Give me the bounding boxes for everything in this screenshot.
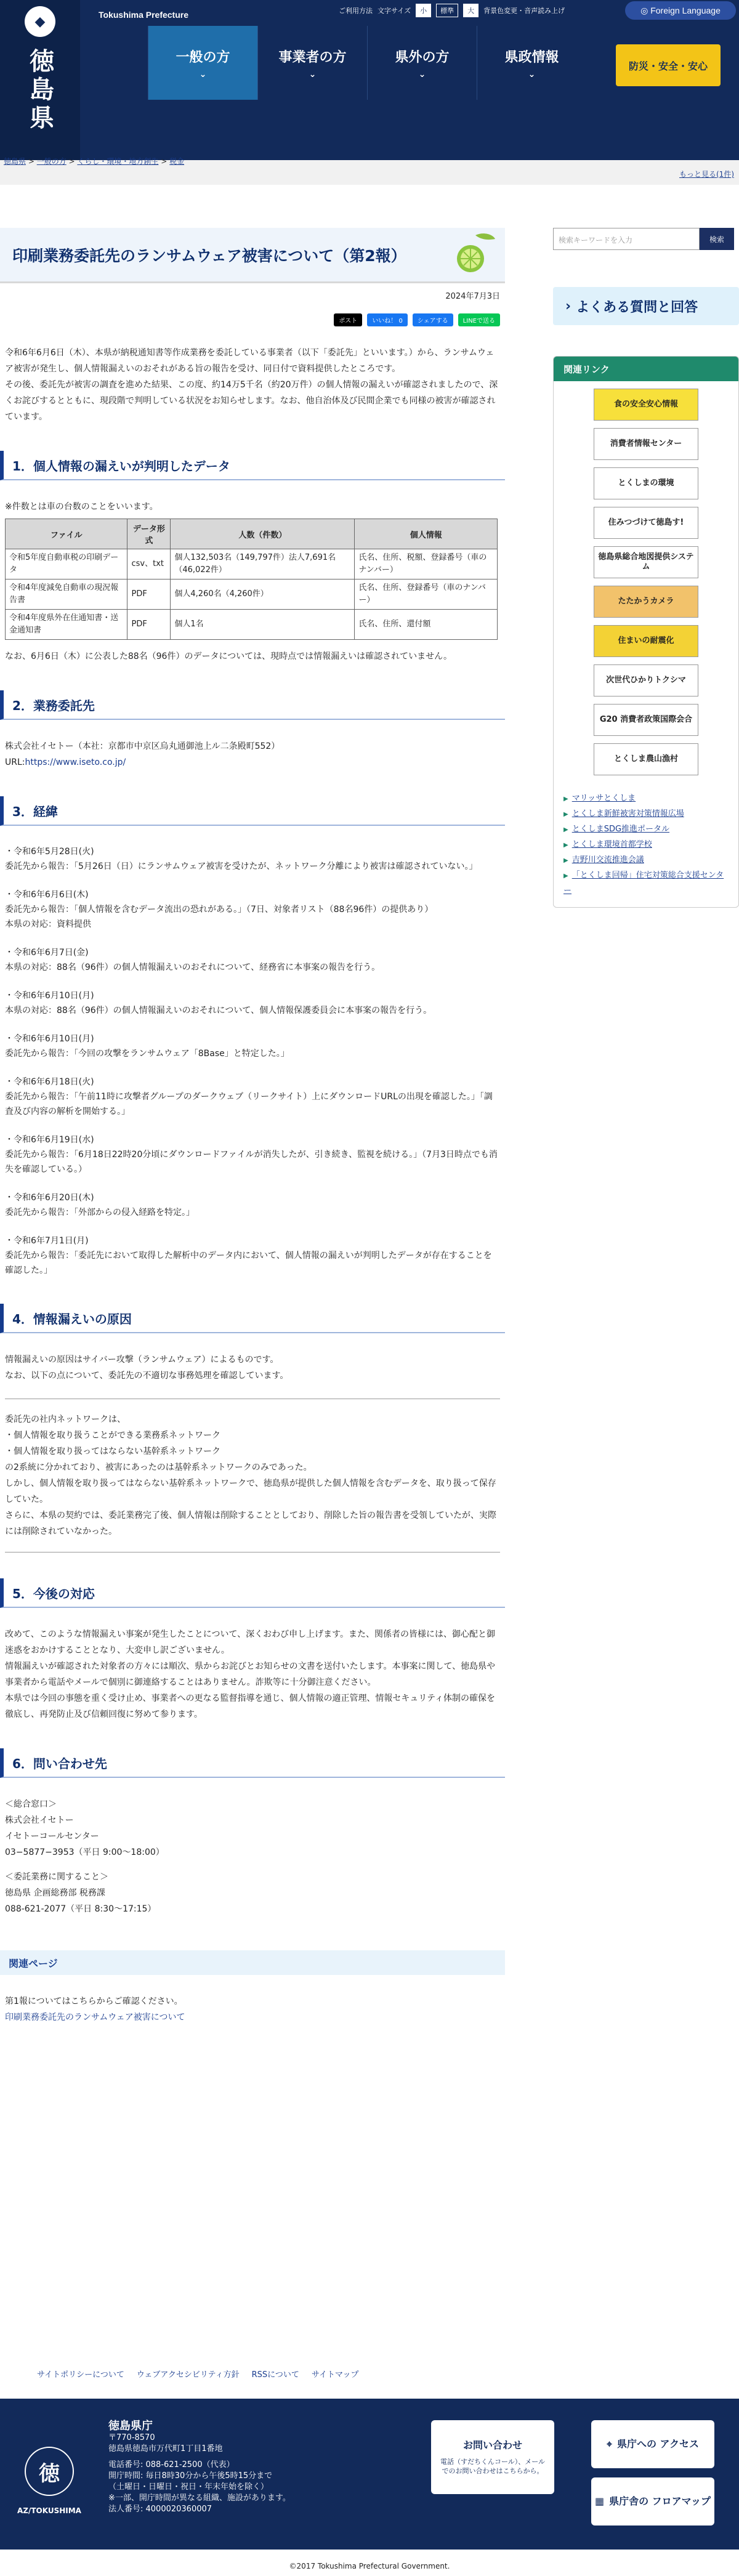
accessibility-link[interactable]: ウェブアクセシビリティ方針	[136, 2370, 240, 2380]
contact-info	[0, 1796, 505, 1917]
section-heading: 1．個人情報の漏えいが判明したデータ	[0, 451, 505, 480]
related-link-item	[563, 868, 729, 898]
footer-info-line: ※一部、開庁時間が異なる組織、施設があります。	[108, 2493, 291, 2503]
contact-line: ＜委託業務に関すること＞	[5, 1872, 108, 1882]
faq-label: よくある質問と回答	[576, 299, 698, 315]
pin-icon: ⌖	[606, 2438, 612, 2450]
intro	[0, 345, 505, 425]
related-link[interactable]: 「とくしま回帰」住宅対策総合支援センター	[563, 871, 724, 895]
footer-address	[108, 2433, 291, 2515]
breadcrumb-item[interactable]: くらし・環境・地方創生	[77, 157, 159, 166]
timeline-line: ・令和6年5月28日(火)	[5, 847, 94, 857]
chevron-down-icon: ⌄	[309, 69, 317, 79]
related-text: 第1報についてはこちらからご確認ください。	[5, 1997, 183, 2006]
logo-text: 徳島県	[25, 48, 55, 133]
response-text	[0, 1626, 505, 1722]
timeline-line: 委託先から報告：「6月18日22時20分頃にダウンロードファイルが消失したが、引き続き、監視を続ける。」（7月3日時点でも消失を確認している。）	[5, 1150, 498, 1174]
site-footer	[0, 2399, 739, 2550]
table-cell: PDF	[127, 579, 171, 610]
contact-box[interactable]	[431, 2420, 554, 2494]
table-cell: 令和4年度県外在住通知書・送金通知書	[6, 610, 127, 640]
banner-link[interactable]: 住まいの耐震化	[594, 625, 698, 657]
timeline-line: 委託先から報告：「外部からの侵入経路を特定。」	[5, 1208, 195, 1217]
chevron-down-icon: ⌄	[199, 69, 207, 79]
sitemap-link[interactable]: サイトマップ	[311, 2370, 359, 2380]
cause-text	[0, 1352, 505, 1552]
related-link[interactable]: とくしま新鮮被害対策情報広場	[571, 809, 684, 818]
search-input[interactable]: 検索キーワードを入力	[553, 228, 700, 250]
cause-line: さらに、本県の契約では、委託業務完了後、個人情報は削除することとしており、削除した旨の報告書を受領していたが、実際には削除されていなかった。	[5, 1511, 496, 1536]
banner-link[interactable]: とくしま農山漁村	[594, 743, 698, 775]
sudachi-icon	[452, 232, 496, 276]
timeline-line: 本県の対応：資料提供	[5, 919, 91, 929]
table-cell: 氏名、住所、登録番号（車のナンバー）	[355, 579, 498, 610]
footer-info-line: 電話番号: 088-621-2500（代表）	[108, 2460, 235, 2469]
facebook-like-button[interactable]: いいね！ 0	[367, 313, 408, 326]
sidebar	[553, 228, 739, 908]
col-header: 人数（件数）	[171, 519, 355, 549]
table-row	[6, 579, 498, 610]
table-cell: 令和4年度減免自動車の現況報告書	[6, 579, 127, 610]
table-header-row	[6, 519, 498, 549]
banner-link[interactable]: とくしまの環境	[594, 467, 698, 499]
table-cell: 氏名、住所、還付額	[355, 610, 498, 640]
table-row	[6, 549, 498, 579]
floor-map-button[interactable]	[591, 2477, 714, 2526]
cause-line: しかし、個人情報を取り扱ってはならない基幹系ネットワークで、徳島県が提供した個人情報を含むデータを、取り扱って保存していた。	[5, 1479, 496, 1504]
chevron-down-icon: ⌄	[528, 69, 536, 79]
timeline	[0, 844, 505, 1278]
guide-link[interactable]: ご利用方法	[339, 7, 373, 15]
share-buttons	[0, 313, 505, 326]
footer-info-line: 徳島県徳島市万代町1丁目1番地	[108, 2444, 223, 2453]
related-link[interactable]: 吉野川交流推進会議	[571, 855, 644, 865]
related-link[interactable]: とくしまSDG推進ポータル	[571, 825, 670, 834]
table-cell: csv、txt	[127, 549, 171, 579]
related-link-item	[563, 853, 729, 868]
col-header: データ形式	[127, 519, 171, 549]
site-header	[0, 0, 739, 160]
footer-logo-label: AZ/TOKUSHIMA	[17, 2506, 81, 2515]
globe-icon: ◎	[640, 5, 651, 15]
timeline-line: ・令和6年6月18日(火)	[5, 1077, 94, 1087]
facebook-share-button[interactable]: シェアする	[413, 313, 453, 326]
response-paragraph: 改めて、このような情報漏えい事案が発生したことについて、深くおわび申し上げます。また、関係者の皆様には、御心配と御迷惑をおかけすることとなり、大変申し訳ございません。	[5, 1629, 496, 1655]
note-text: なお、6月6日（木）に公表した88名（96件）のデータについては、現時点では情報漏えいは確認されていません。	[5, 652, 453, 661]
timeline-event	[5, 945, 500, 975]
contact-line: 株式会社イセトー	[5, 1815, 74, 1825]
page-title: 印刷業務委託先のランサムウェア被害について（第2報）	[12, 246, 406, 265]
nav-general[interactable]	[148, 26, 257, 100]
timeline-line: ・令和6年6月19日(水)	[5, 1135, 94, 1145]
related-pages	[0, 1993, 505, 2025]
table-note	[0, 499, 505, 515]
banner-link[interactable]: 消費者情報センター	[594, 428, 698, 460]
breadcrumb: 徳島県 > 一般の方 > くらし・環境・地方創生 > 税金	[4, 157, 185, 166]
rss-link[interactable]: RSSについて	[251, 2370, 299, 2380]
timeline-line: 委託先から報告：「委託先において取得した解析中のデータ内において、個人情報の漏えいが判明したデータが存在することを確認した。」	[5, 1251, 492, 1275]
related-links-panel	[553, 356, 739, 908]
related-link[interactable]: とくしま環境首都学校	[571, 840, 652, 849]
section-heading: 3．経緯	[0, 796, 505, 826]
timeline-event	[5, 1190, 500, 1220]
footer-info-line: 開庁時間: 毎日8時30分から午後5時15分まで	[108, 2471, 273, 2481]
cause-line: ・個人情報を取り扱うことができる業務系ネットワーク	[5, 1431, 220, 1440]
col-header: ファイル	[6, 519, 127, 549]
banner-link[interactable]: 住みつづけて徳島す!	[594, 507, 698, 539]
breadcrumb-item[interactable]: 徳島県	[4, 157, 26, 166]
footer-info-line: 〒770-8570	[108, 2433, 155, 2442]
timeline-event	[5, 1233, 500, 1278]
cause-line: 委託先の社内ネットワークは、	[5, 1415, 126, 1424]
timeline-line: 委託先から報告：「午前11時に攻撃者グループのダークウェブ（リークサイト）上にダウンロードURLの出現を確認した。」「調査及び内容の解析を開始する。」	[5, 1092, 493, 1116]
line-share-button[interactable]: LINEで送る	[458, 313, 500, 326]
intro-paragraph: その後、委託先が被害の調査を進めた結果、この度、約14万5千名（約20万件）の個人情報の漏えいが確認されましたので、深くお詫びするとともに、現段階で判明している状況をお知らせします。なお、他自治体及び民間企業でも同様の被害が確認されています。	[5, 380, 498, 422]
nav-label: 県外の方	[395, 49, 450, 65]
timeline-line: 委託先から報告：「5月26日（日）にランサムウェア被害を受けたが、ネットワーク分離により被害は確認されていない。」	[5, 862, 478, 871]
foreign-language-button[interactable]	[625, 1, 736, 20]
section-heading: 4．情報漏えいの原因	[0, 1304, 505, 1333]
footer-office-name: 徳島県庁	[108, 2420, 153, 2433]
x-post-button[interactable]: ポスト	[334, 313, 362, 326]
cause-line: の2系統に分かれており、被害にあったのは基幹系ネットワークのみであった。	[5, 1463, 312, 1472]
timeline-event	[5, 1075, 500, 1119]
global-nav	[148, 26, 586, 100]
related-link[interactable]: マリッサとくしま	[571, 794, 636, 803]
contact-note: 電話（すだちくんコール）、メールでのお問い合わせはこちらから。	[440, 2458, 546, 2475]
timeline-line: 委託先から報告：「個人情報を含むデータ流出の恐れがある。」（7日、対象者リスト（88名96件）の提供あり）	[5, 905, 434, 915]
copyright: ©2017 Tokushima Prefectural Government.	[289, 2562, 450, 2570]
logo[interactable]	[0, 0, 80, 160]
related-link[interactable]: 印刷業務委託先のランサムウェア被害について	[5, 2013, 185, 2022]
timeline-event	[5, 1133, 500, 1177]
timeline-line: ・令和6年6月6日(木)	[5, 890, 89, 900]
leak-data-table	[5, 519, 498, 640]
timeline-event	[5, 887, 500, 932]
banner-link[interactable]: 次世代ひかりトクシマ	[594, 664, 698, 696]
related-pages-heading: 関連ページ	[0, 1950, 505, 1975]
timeline-event	[5, 988, 500, 1018]
table-cell: 個人132,503名（149,797件）法人7,691名（46,022件）	[171, 549, 355, 579]
timeline-line: ・令和6年6月20日(木)	[5, 1193, 94, 1203]
timeline-line: ・令和6年6月10日(月)	[5, 1034, 94, 1044]
floor-label: 県庁舎の フロアマップ	[609, 2495, 711, 2507]
chevron-down-icon: ⌄	[418, 69, 426, 79]
table-cell: 個人4,260名（4,260件）	[171, 579, 355, 610]
banner-link[interactable]: たたかうカメラ	[594, 586, 698, 618]
prefecture-emblem-icon: ◆	[25, 6, 55, 37]
search-form	[553, 228, 739, 250]
contractor-info	[0, 738, 505, 770]
footer-info-line: （土曜日・日曜日・祝日・年末年始を除く）	[108, 2482, 269, 2492]
color-change-link[interactable]: 背景色変更・音声読み上げ	[483, 7, 565, 15]
access-button[interactable]	[591, 2420, 714, 2468]
timeline-line: ・令和6年6月7日(金)	[5, 948, 89, 958]
cause-paragraph: なお、以下の点について、委託先の不適切な事務処理を確認しています。	[5, 1371, 289, 1381]
related-link-item	[563, 822, 729, 838]
chevron-right-icon: ›	[565, 298, 571, 314]
search-button[interactable]: 検索	[700, 228, 734, 250]
site-policy-link[interactable]: サイトポリシーについて	[37, 2370, 124, 2380]
main-content	[0, 228, 505, 2025]
related-link-list	[554, 783, 738, 907]
footer-info-line	[108, 2455, 291, 2460]
company-text: 株式会社イセトー（本社：京都市中京区烏丸通御池上ル二条殿町552）	[5, 741, 280, 751]
nav-government[interactable]	[477, 26, 586, 100]
pref-english-name: Tokushima Prefecture	[99, 10, 189, 20]
related-link-item	[563, 791, 729, 807]
table-cell: PDF	[127, 610, 171, 640]
breadcrumb-item[interactable]: 一般の方	[36, 157, 67, 166]
contact-line: 徳島県 企画総務部 税務課	[5, 1888, 105, 1898]
timeline-line: ・令和6年7月1日(月)	[5, 1236, 89, 1246]
footer-links	[37, 2368, 359, 2380]
title-box	[0, 228, 505, 283]
timeline-line: 委託先から報告：「今回の攻撃をランサムウェア「8Base」と特定した。」	[5, 1049, 289, 1059]
table-cell: 氏名、住所、税額、登録番号（車のナンバー）	[355, 549, 498, 579]
response-paragraph: 情報漏えいが確認された対象者の方々には順次、県からお詫びとお知らせの文書を送付いたします。本事案に関して、徳島県や事業者から電話やメールで個別に御連絡することはありません。詐欺等に十分御注意ください。	[5, 1661, 496, 1687]
timeline-line: 本県の対応：88名（96件）の個人情報漏えいのおそれについて、個人情報保護委員会に本事案の報告を行う。	[5, 1006, 432, 1015]
banner-link[interactable]: 徳島県総合地図提供システム	[594, 546, 698, 578]
timeline-event	[5, 1032, 500, 1061]
building-icon: ▦	[594, 2495, 605, 2507]
contact-line: 03−5877−3953（平日 9:00〜18:00）	[5, 1847, 164, 1857]
timeline-line: ・令和6年6月10日(月)	[5, 991, 94, 1001]
nav-outside[interactable]	[367, 26, 477, 100]
more-read-link[interactable]: もっと見る(1件)	[679, 170, 734, 179]
cause-line: ・個人情報を取り扱ってはならない基幹系ネットワーク	[5, 1447, 220, 1456]
safety-button[interactable]: 防災・安全・安心	[616, 44, 721, 86]
banner-list	[554, 389, 738, 775]
table-cell: 個人1名	[171, 610, 355, 640]
response-paragraph: 本県では今回の事態を重く受け止め、事業者への更なる監督指導を通じ、個人情報の適正管理、情報セキュリティ体制の確保を徹底し、再発防止及び信頼回復に努めて参ります。	[5, 1694, 496, 1719]
table-cell: 令和5年度自動車税の印刷データ	[6, 549, 127, 579]
font-large-button[interactable]: 大	[463, 4, 479, 17]
related-link-item	[563, 807, 729, 822]
breadcrumb-item[interactable]: 税金	[169, 157, 185, 166]
section-heading: 2．業務委託先	[0, 690, 505, 720]
faq-button[interactable]	[553, 287, 739, 325]
related-links-heading: 関連リンク	[554, 357, 738, 381]
utility-bar	[339, 4, 565, 17]
col-header: 個人情報	[355, 519, 498, 549]
banner-link[interactable]: G20 消費者政策国際会合	[594, 704, 698, 736]
note-text: ※件数とは車の台数のことをいいます。	[5, 502, 158, 512]
timeline-line: 本県の対応：88名（96件）の個人情報漏えいのおそれについて、経務省に本事案の報告を行う。	[5, 963, 381, 972]
footer-logo-icon: 徳	[25, 2447, 74, 2496]
company-url-link[interactable]: https://www.iseto.co.jp/	[25, 757, 126, 767]
table-row	[6, 610, 498, 640]
cause-paragraph: 情報漏えいの原因はサイバー攻撃（ランサムウェア）によるものです。	[5, 1355, 279, 1365]
font-small-button[interactable]: 小	[416, 4, 431, 17]
footer-info-line: 法人番号: 4000020360007	[108, 2505, 212, 2514]
timeline-event	[5, 844, 500, 874]
url-label: URL:	[5, 757, 25, 767]
contact-line: ＜総合窓口＞	[5, 1799, 57, 1809]
intro-paragraph: 令和6年6月6日（木）、本県が納税通知書等作成業務を委託している事業者（以下「委託先」といいます。）から、ランサムウェア被害が発生し、個人情報漏えいのおそれがある旨の報告を受け、同日付で資料提供したところです。	[5, 348, 495, 374]
font-size-label: 文字サイズ	[378, 7, 411, 15]
contact-line: 088-621-2077（平日 8:30〜17:15）	[5, 1904, 156, 1914]
banner-link[interactable]: 食の安全安心情報	[594, 389, 698, 421]
contact-label: お問い合わせ	[462, 2439, 522, 2451]
nav-label: 一般の方	[176, 49, 230, 65]
foreign-language-label: Foreign Language	[650, 6, 721, 15]
related-link-item	[563, 838, 729, 853]
publish-date: 2024年7月3日	[445, 292, 500, 301]
section-heading: 6．問い合わせ先	[0, 1748, 505, 1778]
section-heading: 5．今後の対応	[0, 1578, 505, 1608]
nav-label: 県政情報	[504, 49, 559, 65]
nav-business[interactable]	[257, 26, 367, 100]
nav-label: 事業者の方	[278, 49, 347, 65]
font-standard-button[interactable]: 標準	[436, 4, 458, 17]
access-label: 県庁への アクセス	[616, 2438, 700, 2450]
after-table	[0, 648, 505, 664]
contact-line: イセトーコールセンター	[5, 1831, 99, 1841]
